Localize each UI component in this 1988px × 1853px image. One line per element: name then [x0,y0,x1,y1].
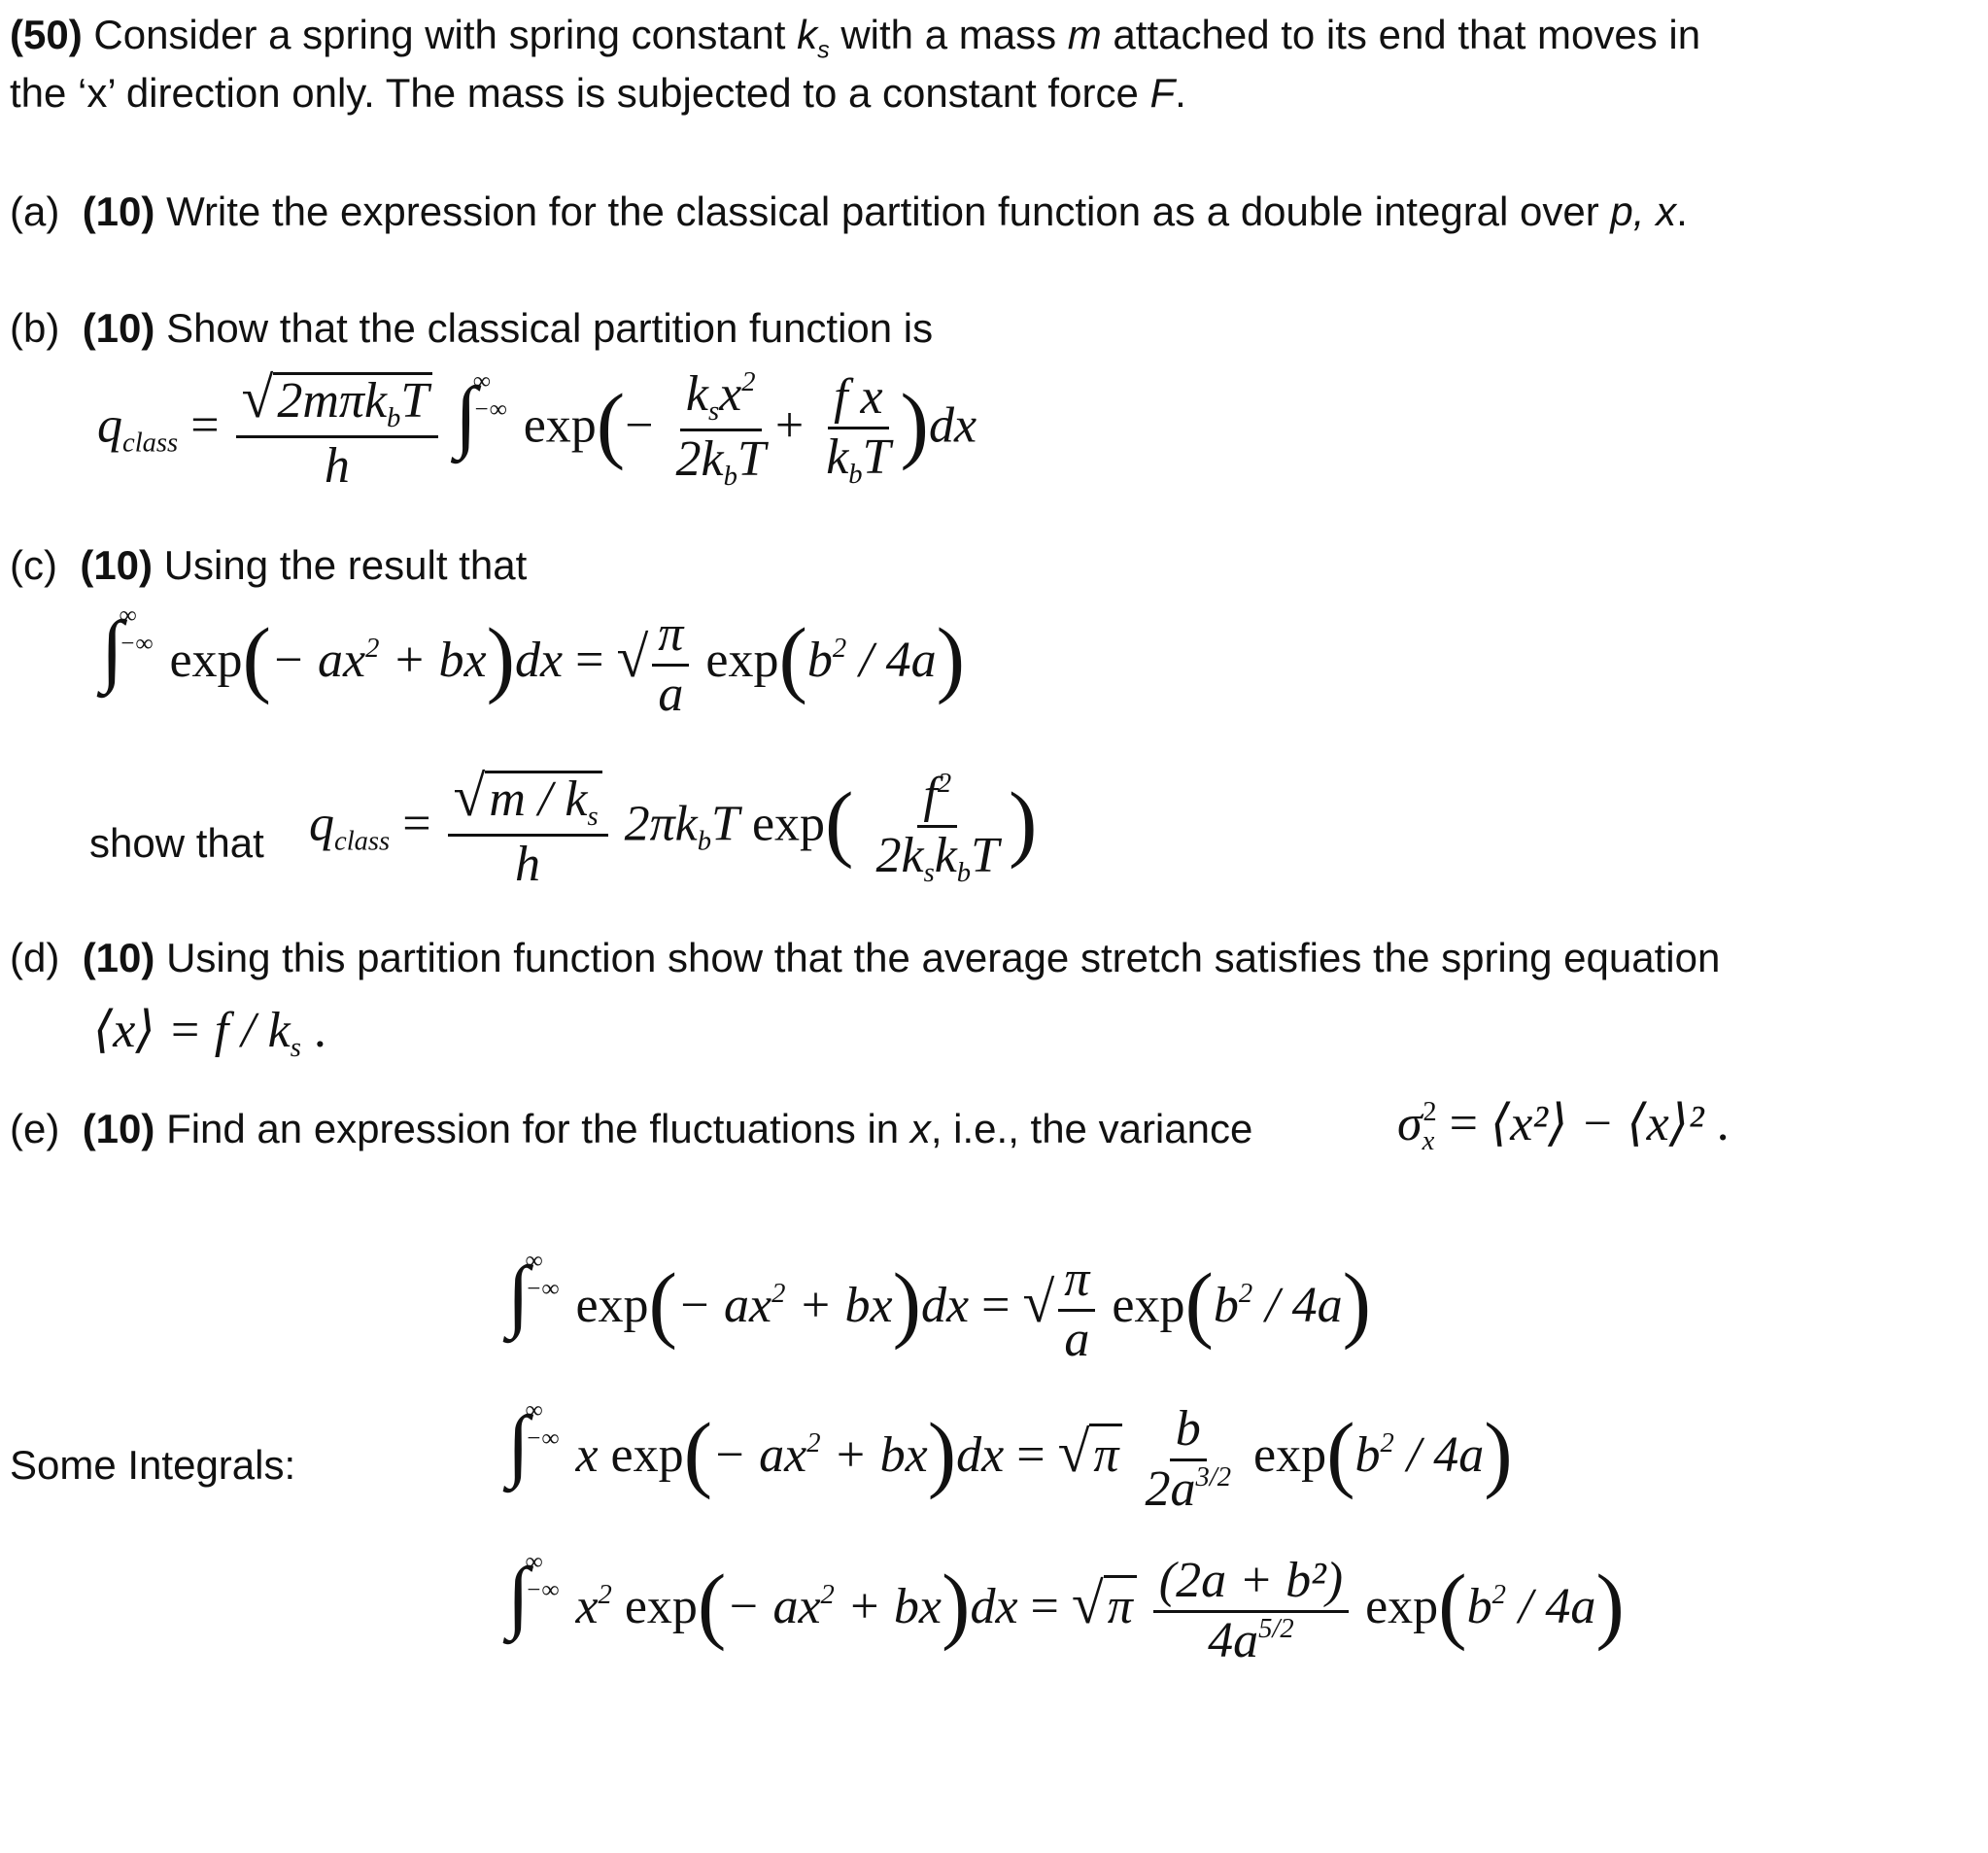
part-a: (a) (10) Write the expression for the classical partition function as a double integral over p, x. [10,189,1688,234]
problem-points: (50) [10,12,83,57]
equation-e-variance: $\sigma_x^2$ = ⟨x²⟩ − ⟨x⟩² . [1397,1096,1730,1156]
integral-1: ∫ ∞ −∞ $\exp(- ax^2 + bx)dx$ = √ $\frac{\pi}{a}$ $\exp(b^2 / 4a)$ [507,1248,1372,1367]
part-b-label: (b) [10,305,60,351]
part-b: (b) (10) Show that the classical partition function is [10,305,934,351]
part-e: (e) (10) Find an expression for the fluctuations in x, i.e., the variance [10,1106,1253,1151]
integral-2: ∫ ∞ −∞ x $\exp(- ax^2 + bx)dx = √\pi$ $\frac{b}{2a^{3/2}}$ $\exp(b^2 / 4a)$ [507,1397,1513,1517]
equation-c-q-class: $q_{class}$ = $\frac{√m / k_s}{h}$ $2\pi k_bT$ exp( $\frac{f^2}{2k_sk_bT}$ ) [309,764,1038,893]
integral-3: ∫ ∞ −∞ $x^2$ $\exp(- ax^2 + bx)dx = √\pi$ $\frac{\text{(2a + b²)}}{4a^{5/2}}$ $\exp(b^2 / 4a)$ [507,1549,1625,1668]
part-e-label: (e) [10,1106,60,1151]
problem-intro-line-2: the ‘x’ direction only. The mass is subjected to a constant force F. [10,70,1186,116]
equation-c-gaussian: ∫ ∞ −∞ $\exp(- ax^2 + bx)dx$ = √ $\frac{\pi}{a}$ $\exp(b^2 / 4a)$ [101,602,966,722]
part-c: (c) (10) Using the result that [10,542,528,588]
part-d-label: (d) [10,935,60,980]
part-c-show-that: show that [89,820,264,866]
equation-d-average-stretch: ⟨x⟩ = f / $k_s$ . [93,1003,326,1063]
equation-b-q-class: $q_{class}$ = $\frac{√2m\pi k_bT}{h}$ ∫ ∞ −∞ exp(− $\frac{k_sx^2}{2k_bT}$ + $\frac{\text{f x}}{k_bT}$ )dx [97,365,977,495]
part-d: (d) (10) Using this partition function show that the average stretch satisfies the spring equation [10,935,1721,980]
part-c-label: (c) [10,542,57,588]
part-a-label: (a) [10,189,60,234]
problem-intro-line-1: (50) Consider a spring with spring constant $k_s$ with a mass m attached to its end that moves in [10,12,1701,64]
some-integrals-label: Some Integrals: [10,1442,296,1488]
